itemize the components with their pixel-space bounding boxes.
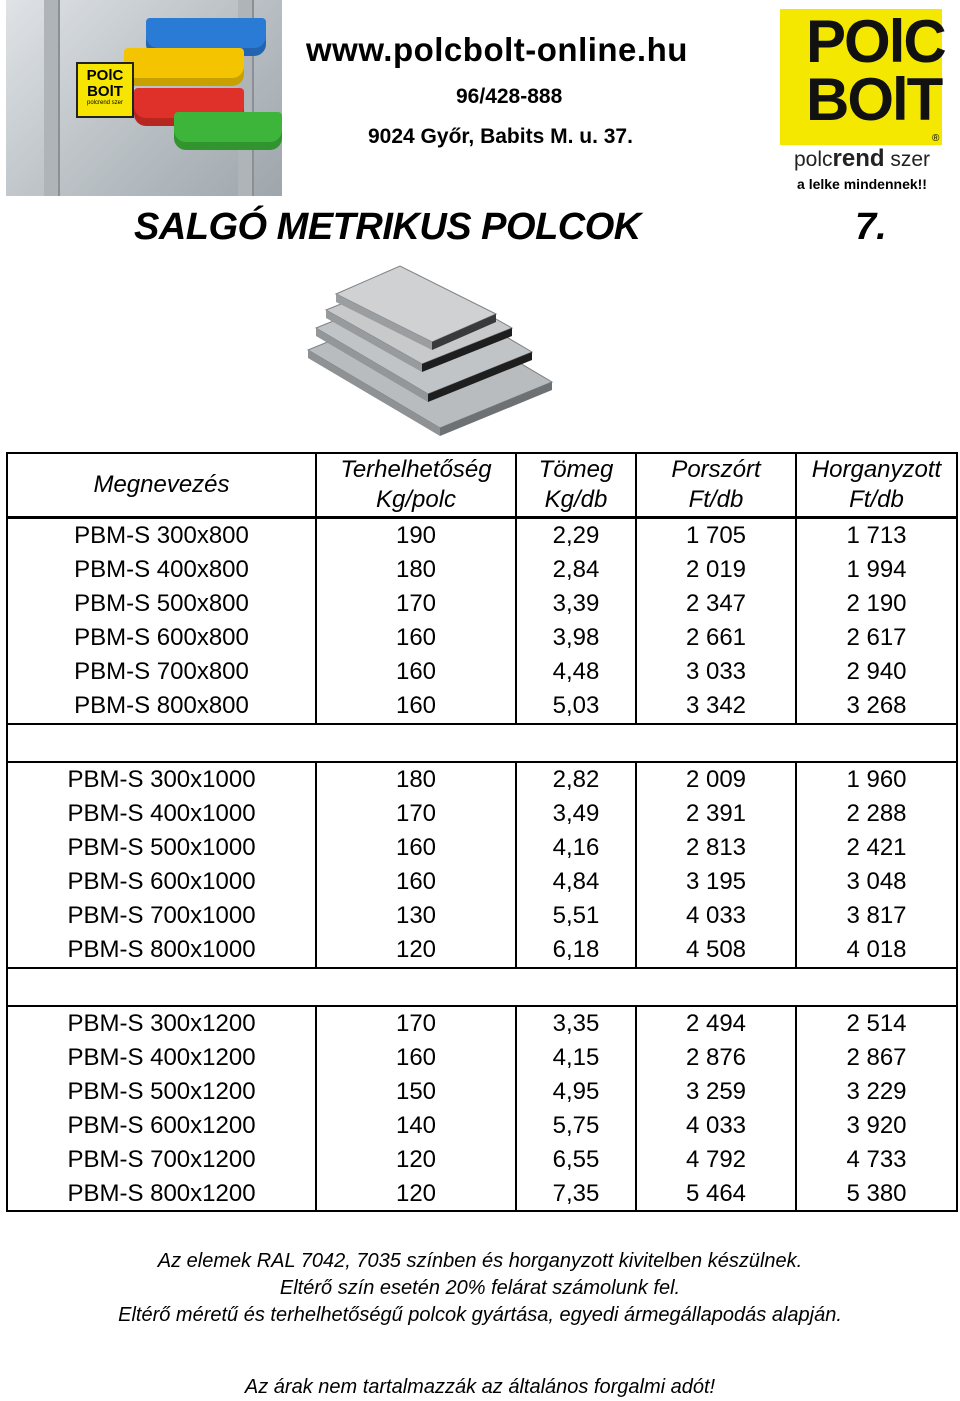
powder-coated-price-cell: 3 195 bbox=[636, 865, 796, 899]
header-line: Porszórt bbox=[671, 456, 761, 483]
powder-coated-price-cell: 4 033 bbox=[636, 899, 796, 933]
powder-coated-price-cell: 4 792 bbox=[636, 1143, 796, 1177]
product-name-cell: PBM-S 800x1200 bbox=[67, 1180, 256, 1207]
load-capacity-cell: 170 bbox=[316, 1006, 516, 1041]
group-separator-row bbox=[8, 968, 956, 1006]
weight-cell: 2,82 bbox=[516, 762, 636, 797]
table-row bbox=[8, 1006, 956, 1041]
mini-logo-line1: POlC bbox=[86, 67, 124, 84]
note-custom-sizes: Eltérő méretű és terhelhetőségű polcok gyártása, egyedi ármegállapodás alapján. bbox=[118, 1304, 842, 1326]
weight-cell: 4,95 bbox=[516, 1075, 636, 1109]
table-row bbox=[8, 1109, 956, 1143]
shelf-upright bbox=[44, 0, 60, 196]
galvanized-price-cell: 1 713 bbox=[796, 518, 956, 554]
load-capacity-cell: 140 bbox=[316, 1109, 516, 1143]
storage-bin-yellow bbox=[124, 48, 244, 86]
product-name-cell: PBM-S 300x1200 bbox=[67, 1010, 256, 1037]
load-capacity-cell: 170 bbox=[316, 587, 516, 621]
table-row bbox=[8, 1177, 956, 1211]
logo-tag-rend: rend bbox=[832, 145, 885, 172]
vat-note: Az árak nem tartalmazzák az általános forgalmi adót! bbox=[244, 1376, 716, 1398]
load-capacity-cell: 180 bbox=[316, 553, 516, 587]
product-name-cell: PBM-S 700x800 bbox=[74, 658, 249, 685]
powder-coated-price-cell: 2 391 bbox=[636, 797, 796, 831]
load-capacity-cell: 120 bbox=[316, 1177, 516, 1211]
website-url[interactable]: www.polcbolt-online.hu bbox=[306, 31, 688, 68]
weight-cell: 5,03 bbox=[516, 689, 636, 724]
header-load bbox=[316, 454, 516, 518]
powder-coated-price-cell: 2 813 bbox=[636, 831, 796, 865]
powder-coated-price-cell: 2 876 bbox=[636, 1041, 796, 1075]
weight-cell: 6,55 bbox=[516, 1143, 636, 1177]
header-weight bbox=[516, 454, 636, 518]
weight-cell: 3,49 bbox=[516, 797, 636, 831]
mini-logo-line2: BOlT bbox=[87, 83, 123, 100]
product-name-cell: PBM-S 700x1200 bbox=[67, 1146, 256, 1173]
galvanized-price-cell: 1 994 bbox=[796, 553, 956, 587]
table-row bbox=[8, 762, 956, 797]
metal-shelves-illustration bbox=[300, 264, 560, 444]
group-separator-row bbox=[8, 724, 956, 762]
galvanized-price-cell: 3 920 bbox=[796, 1109, 956, 1143]
table-row bbox=[8, 689, 956, 724]
powder-coated-price-cell: 1 705 bbox=[636, 518, 796, 554]
table-row bbox=[8, 518, 956, 554]
weight-cell: 2,84 bbox=[516, 553, 636, 587]
registered-icon: ® bbox=[932, 133, 940, 144]
product-name-cell: PBM-S 600x800 bbox=[74, 624, 249, 651]
load-capacity-cell: 190 bbox=[316, 518, 516, 554]
logo-tag-polc: polc bbox=[793, 148, 833, 171]
product-name-cell: PBM-S 500x1000 bbox=[67, 834, 256, 861]
galvanized-price-cell: 2 288 bbox=[796, 797, 956, 831]
weight-cell: 4,84 bbox=[516, 865, 636, 899]
header-galvanized bbox=[796, 454, 956, 518]
logo-word-bolt: BOlT bbox=[806, 66, 942, 133]
product-name-cell: PBM-S 400x800 bbox=[74, 556, 249, 583]
group-separator bbox=[8, 724, 956, 762]
table-row bbox=[8, 797, 956, 831]
header-unit: Kg/db bbox=[544, 486, 608, 513]
header-line: Megnevezés bbox=[93, 471, 230, 498]
price-table-frame bbox=[6, 452, 958, 1212]
product-name-cell: PBM-S 600x1000 bbox=[67, 868, 256, 895]
weight-cell: 6,18 bbox=[516, 933, 636, 968]
galvanized-price-cell: 2 421 bbox=[796, 831, 956, 865]
table-row bbox=[8, 1075, 956, 1109]
table-header-row bbox=[8, 454, 956, 518]
product-name-cell: PBM-S 400x1200 bbox=[67, 1044, 256, 1071]
weight-cell: 5,75 bbox=[516, 1109, 636, 1143]
galvanized-price-cell: 3 229 bbox=[796, 1075, 956, 1109]
galvanized-price-cell: 2 190 bbox=[796, 587, 956, 621]
polcbolt-logo bbox=[772, 3, 946, 196]
galvanized-price-cell: 3 817 bbox=[796, 899, 956, 933]
load-capacity-cell: 130 bbox=[316, 899, 516, 933]
note-surcharge: Eltérő szín esetén 20% felárat számolunk fel. bbox=[279, 1277, 681, 1299]
table-row bbox=[8, 831, 956, 865]
load-capacity-cell: 160 bbox=[316, 1041, 516, 1075]
weight-cell: 2,29 bbox=[516, 518, 636, 554]
logo-word-polc: POlC bbox=[806, 8, 945, 75]
load-capacity-cell: 120 bbox=[316, 933, 516, 968]
weight-cell: 3,39 bbox=[516, 587, 636, 621]
galvanized-price-cell: 2 940 bbox=[796, 655, 956, 689]
weight-cell: 5,51 bbox=[516, 899, 636, 933]
page-title: SALGÓ METRIKUS POLCOK bbox=[134, 206, 641, 248]
page-number: 7. bbox=[855, 206, 887, 248]
contact-block bbox=[306, 30, 746, 150]
table-row bbox=[8, 655, 956, 689]
powder-coated-price-cell: 3 342 bbox=[636, 689, 796, 724]
galvanized-price-cell: 4 018 bbox=[796, 933, 956, 968]
product-name-cell: PBM-S 300x800 bbox=[74, 522, 249, 549]
powder-coated-price-cell: 4 033 bbox=[636, 1109, 796, 1143]
address: 9024 Győr, Babits M. u. 37. bbox=[368, 125, 633, 148]
load-capacity-cell: 160 bbox=[316, 689, 516, 724]
load-capacity-cell: 170 bbox=[316, 797, 516, 831]
header-name bbox=[8, 454, 316, 518]
powder-coated-price-cell: 2 661 bbox=[636, 621, 796, 655]
galvanized-price-cell: 5 380 bbox=[796, 1177, 956, 1211]
table-row bbox=[8, 621, 956, 655]
header-unit: Ft/db bbox=[688, 486, 744, 513]
weight-cell: 4,48 bbox=[516, 655, 636, 689]
powder-coated-price-cell: 5 464 bbox=[636, 1177, 796, 1211]
table-row bbox=[8, 1041, 956, 1075]
galvanized-price-cell: 4 733 bbox=[796, 1143, 956, 1177]
load-capacity-cell: 120 bbox=[316, 1143, 516, 1177]
product-name-cell: PBM-S 800x1000 bbox=[67, 936, 256, 963]
product-name-cell: PBM-S 500x1200 bbox=[67, 1078, 256, 1105]
header-unit: Kg/polc bbox=[375, 486, 457, 513]
logo-tagline bbox=[778, 147, 946, 172]
load-capacity-cell: 160 bbox=[316, 831, 516, 865]
load-capacity-cell: 160 bbox=[316, 865, 516, 899]
header-line: Horganyzott bbox=[811, 456, 942, 483]
weight-cell: 7,35 bbox=[516, 1177, 636, 1211]
notes-block bbox=[0, 1248, 960, 1329]
weight-cell: 3,98 bbox=[516, 621, 636, 655]
product-name-cell: PBM-S 600x1200 bbox=[67, 1112, 256, 1139]
table-row bbox=[8, 865, 956, 899]
logo-tag-szer: szer bbox=[884, 148, 931, 171]
shelf-bins-photo bbox=[6, 0, 282, 196]
galvanized-price-cell: 2 867 bbox=[796, 1041, 956, 1075]
galvanized-price-cell: 3 268 bbox=[796, 689, 956, 724]
table-body bbox=[8, 518, 956, 1212]
note-colors: Az elemek RAL 7042, 7035 színben és horganyzott kivitelben készülnek. bbox=[157, 1250, 803, 1272]
header-unit: Ft/db bbox=[849, 486, 904, 513]
weight-cell: 4,15 bbox=[516, 1041, 636, 1075]
product-name-cell: PBM-S 500x800 bbox=[74, 590, 249, 617]
storage-bin-green bbox=[174, 112, 282, 150]
table-row bbox=[8, 587, 956, 621]
powder-coated-price-cell: 2 019 bbox=[636, 553, 796, 587]
table-row bbox=[8, 553, 956, 587]
table-row bbox=[8, 899, 956, 933]
galvanized-price-cell: 2 514 bbox=[796, 1006, 956, 1041]
product-name-cell: PBM-S 300x1000 bbox=[67, 766, 256, 793]
powder-coated-price-cell: 2 494 bbox=[636, 1006, 796, 1041]
powder-coated-price-cell: 3 259 bbox=[636, 1075, 796, 1109]
header-line: Terhelhetőség bbox=[340, 456, 492, 483]
polcbolt-mini-logo bbox=[76, 62, 134, 118]
weight-cell: 4,16 bbox=[516, 831, 636, 865]
product-name-cell: PBM-S 800x800 bbox=[74, 692, 249, 719]
phone-number: 96/428-888 bbox=[456, 85, 563, 108]
weight-cell: 3,35 bbox=[516, 1006, 636, 1041]
product-name-cell: PBM-S 400x1000 bbox=[67, 800, 256, 827]
page-header bbox=[6, 0, 946, 200]
table-row bbox=[8, 1143, 956, 1177]
powder-coated-price-cell: 2 347 bbox=[636, 587, 796, 621]
header-powder-coated bbox=[636, 454, 796, 518]
mini-logo-sub: polcrend szer bbox=[86, 100, 124, 106]
header-line: Tömeg bbox=[538, 456, 614, 483]
powder-coated-price-cell: 3 033 bbox=[636, 655, 796, 689]
product-name-cell: PBM-S 700x1000 bbox=[67, 902, 256, 929]
table-row bbox=[8, 933, 956, 968]
galvanized-price-cell: 3 048 bbox=[796, 865, 956, 899]
load-capacity-cell: 160 bbox=[316, 621, 516, 655]
load-capacity-cell: 180 bbox=[316, 762, 516, 797]
group-separator bbox=[8, 968, 956, 1006]
price-table bbox=[8, 454, 956, 1211]
logo-slogan: a lelke mindennek!! bbox=[797, 176, 927, 192]
galvanized-price-cell: 1 960 bbox=[796, 762, 956, 797]
load-capacity-cell: 150 bbox=[316, 1075, 516, 1109]
powder-coated-price-cell: 2 009 bbox=[636, 762, 796, 797]
load-capacity-cell: 160 bbox=[316, 655, 516, 689]
galvanized-price-cell: 2 617 bbox=[796, 621, 956, 655]
powder-coated-price-cell: 4 508 bbox=[636, 933, 796, 968]
